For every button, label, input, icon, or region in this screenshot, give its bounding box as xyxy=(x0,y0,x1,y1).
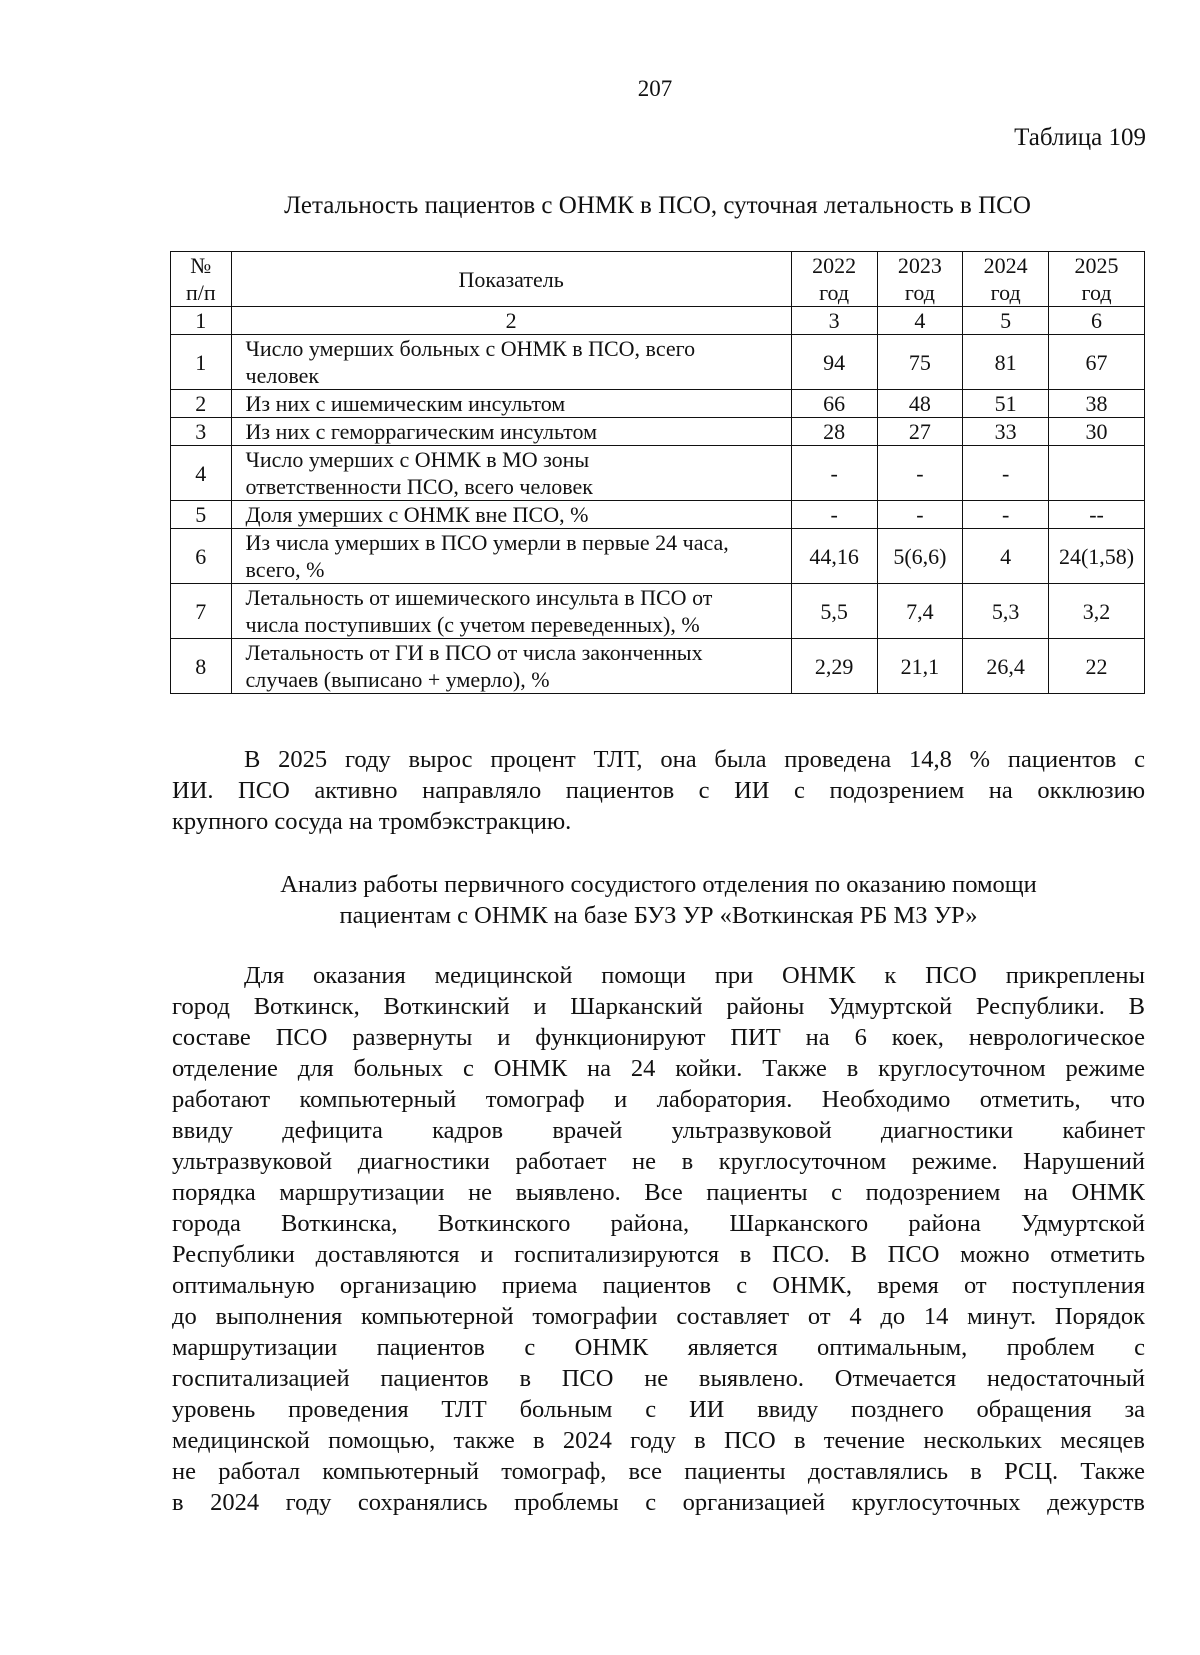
paragraph2-line: порядка маршрутизации не выявлено. Все пациенты с подозрением на ОНМК xyxy=(172,1179,1145,1206)
row-value-text: 81 xyxy=(994,349,1017,375)
column-number-text: 3 xyxy=(828,308,840,333)
section-heading-line: Анализ работы первичного сосудистого отделения по оказанию помощи xyxy=(280,871,1037,898)
header-year xyxy=(791,252,877,307)
paragraph2-line: госпитализацией пациентов в ПСО не выявлено. Отмечается недостаточный xyxy=(172,1365,1145,1392)
row-indicator-text: Число умерших больных с ОНМК в ПСО, всего xyxy=(245,336,696,361)
header-no-text: № xyxy=(190,253,212,278)
header-year-text: 2024 xyxy=(983,253,1028,278)
paragraph2-line: города Воткинска, Воткинского района, Шарканского района Удмуртской xyxy=(172,1210,1145,1237)
paragraph1-line: крупного сосуда на тромбэкстракцию. xyxy=(172,808,572,835)
header-year xyxy=(1049,252,1145,307)
paragraph-pso-analysis xyxy=(172,960,1145,1518)
column-number-text: 5 xyxy=(1000,308,1012,333)
row-value-text: 5,3 xyxy=(991,598,1020,624)
row-indicator-text: Из них с ишемическим инсультом xyxy=(245,391,566,416)
header-no xyxy=(171,252,232,307)
row-value xyxy=(1049,639,1145,694)
row-number-text: 8 xyxy=(195,653,207,679)
row-value-text: 51 xyxy=(994,391,1017,416)
table-row xyxy=(171,529,1145,584)
paragraph2-line: не работал компьютерный томограф, все пациенты доставлялись в РСЦ. Также xyxy=(172,1458,1145,1485)
row-number-text: 4 xyxy=(195,460,207,486)
row-indicator-text: всего, % xyxy=(245,557,325,582)
row-value-text: 28 xyxy=(823,419,846,444)
section-heading-line: пациентам с ОНМК на базе БУЗ УР «Воткинская РБ МЗ УР» xyxy=(339,902,978,929)
row-value xyxy=(791,501,877,529)
row-value xyxy=(1049,335,1145,390)
row-indicator-text: ответственности ПСО, всего человек xyxy=(245,474,593,499)
row-value-text: 67 xyxy=(1085,349,1108,375)
paragraph2-line: отделение для больных с ОНМК на 24 койки. Также в круглосуточном режиме xyxy=(172,1055,1145,1082)
header-year-text: год xyxy=(904,280,935,305)
row-value xyxy=(791,418,877,446)
header-year-text: год xyxy=(1081,280,1112,305)
row-value xyxy=(791,390,877,418)
mortality-table xyxy=(170,251,1145,694)
row-value-text: -- xyxy=(1089,502,1104,527)
row-value xyxy=(1049,584,1145,639)
table-row xyxy=(171,418,1145,446)
row-value xyxy=(963,335,1049,390)
row-value-text: 27 xyxy=(908,419,931,444)
row-value-text: 4 xyxy=(1000,543,1012,569)
table-row xyxy=(171,639,1145,694)
table-row xyxy=(171,390,1145,418)
row-indicator-text: Из них с геморрагическим инсультом xyxy=(245,419,597,444)
row-value xyxy=(963,529,1049,584)
row-value xyxy=(791,529,877,584)
row-value xyxy=(1049,390,1145,418)
row-value-text: 2,29 xyxy=(814,653,854,679)
column-number xyxy=(171,307,232,335)
header-year-text: 2025 xyxy=(1074,253,1119,278)
paragraph-tlt xyxy=(172,744,1145,837)
row-value-text: 75 xyxy=(908,349,931,375)
paragraph2-line: до выполнения компьютерной томографии составляет от 4 до 14 минут. Порядок xyxy=(172,1303,1145,1330)
table-row xyxy=(171,446,1145,501)
header-year-text: 2023 xyxy=(897,253,942,278)
column-number xyxy=(231,307,791,335)
row-value xyxy=(963,584,1049,639)
paragraph2-line: ультразвуковой диагностики работает не в круглосуточном режиме. Нарушений xyxy=(172,1148,1145,1175)
row-value xyxy=(1049,418,1145,446)
row-value-text: 7,4 xyxy=(906,598,934,624)
header-indicator xyxy=(231,252,791,307)
row-indicator-text: числа поступивших (с учетом переведенных), % xyxy=(245,612,700,637)
row-indicator-text: случаев (выписано + умерло), % xyxy=(245,667,550,692)
row-indicator-text: человек xyxy=(245,363,320,388)
row-number-text: 2 xyxy=(195,391,207,416)
row-value-text: 22 xyxy=(1085,653,1108,679)
row-value xyxy=(1049,446,1145,501)
page-number: 207 xyxy=(637,76,673,101)
row-value xyxy=(877,446,963,501)
paragraph2-line: оптимальную организацию приема пациентов с ОНМК, время от поступления xyxy=(172,1272,1145,1299)
paragraph2-line: уровень проведения ТЛТ больным с ИИ ввиду позднего обращения за xyxy=(172,1396,1145,1423)
header-year xyxy=(963,252,1049,307)
row-indicator-text: Из числа умерших в ПСО умерли в первые 24 часа, xyxy=(245,530,729,555)
row-value xyxy=(963,390,1049,418)
row-value-text: 38 xyxy=(1085,391,1108,416)
row-number-text: 5 xyxy=(195,502,207,527)
row-value-text: 5(6,6) xyxy=(893,543,947,569)
row-value xyxy=(791,446,877,501)
row-value-text: - xyxy=(916,502,924,527)
row-value xyxy=(791,639,877,694)
paragraph2-line: медицинской помощью, также в 2024 году в ПСО в течение нескольких месяцев xyxy=(172,1427,1145,1454)
header-indicator-text: Показатель xyxy=(458,266,564,292)
paragraph2-line: работают компьютерный томограф и лаборатория. Необходимо отметить, что xyxy=(172,1086,1145,1113)
row-indicator xyxy=(231,501,791,529)
row-value-text: 94 xyxy=(823,349,846,375)
row-value xyxy=(963,446,1049,501)
table-row xyxy=(171,584,1145,639)
row-value-text: 5,5 xyxy=(820,598,848,624)
row-value-text: 21,1 xyxy=(900,653,940,679)
row-number-text: 6 xyxy=(195,543,207,569)
row-indicator xyxy=(231,446,791,501)
table-title: Летальность пациентов с ОНМК в ПСО, суточная летальность в ПСО xyxy=(284,192,1031,219)
header-year-text: 2022 xyxy=(812,253,857,278)
row-number-text: 3 xyxy=(195,419,207,444)
row-value xyxy=(791,335,877,390)
column-number xyxy=(877,307,963,335)
row-value xyxy=(877,584,963,639)
row-value xyxy=(1049,529,1145,584)
table-header-row xyxy=(171,252,1145,307)
row-value-text: 3,2 xyxy=(1082,598,1111,624)
column-number-text: 6 xyxy=(1091,308,1103,333)
row-indicator-text: Число умерших с ОНМК в МО зоны xyxy=(245,447,590,472)
row-value-text: 30 xyxy=(1085,419,1108,444)
row-indicator xyxy=(231,335,791,390)
row-value-text: 44,16 xyxy=(809,543,859,569)
row-indicator xyxy=(231,584,791,639)
header-year-text: год xyxy=(990,280,1021,305)
paragraph2-line: составе ПСО развернуты и функционируют ПИТ на 6 коек, неврологическое xyxy=(172,1024,1145,1051)
paragraph2-line: в 2024 году сохранялись проблемы с организацией круглосуточных дежурств xyxy=(172,1489,1145,1516)
row-indicator xyxy=(231,529,791,584)
table-row xyxy=(171,335,1145,390)
row-value xyxy=(791,584,877,639)
row-number xyxy=(171,390,232,418)
row-value-text: - xyxy=(916,460,924,486)
row-value-text: 33 xyxy=(994,419,1017,444)
row-value-text: 48 xyxy=(908,391,931,416)
paragraph1-line: В 2025 году вырос процент ТЛТ, она была проведена 14,8 % пациентов с xyxy=(244,746,1145,773)
paragraph1-line: ИИ. ПСО активно направляло пациентов с ИИ с подозрением на окклюзию xyxy=(172,777,1145,804)
paragraph2-line: ввиду дефицита кадров врачей ультразвуковой диагностики кабинет xyxy=(172,1117,1145,1144)
row-number xyxy=(171,335,232,390)
column-number xyxy=(963,307,1049,335)
row-indicator-text: Летальность от ГИ в ПСО от числа законченных xyxy=(245,640,703,665)
row-indicator xyxy=(231,639,791,694)
column-number xyxy=(791,307,877,335)
row-indicator xyxy=(231,418,791,446)
header-no-text: п/п xyxy=(185,280,216,305)
row-number xyxy=(171,418,232,446)
row-value-text: 24(1,58) xyxy=(1058,543,1135,569)
row-number xyxy=(171,446,232,501)
column-number xyxy=(1049,307,1145,335)
row-value-text: - xyxy=(830,502,838,527)
row-value-text: - xyxy=(1002,502,1010,527)
row-value xyxy=(877,390,963,418)
row-value-text: 66 xyxy=(823,391,846,416)
row-number-text: 7 xyxy=(195,598,207,624)
row-value xyxy=(877,529,963,584)
row-value xyxy=(963,418,1049,446)
row-number xyxy=(171,501,232,529)
row-value xyxy=(963,639,1049,694)
row-value-text: - xyxy=(1002,460,1010,486)
row-number xyxy=(171,584,232,639)
row-value-text: 26,4 xyxy=(986,653,1025,679)
row-value xyxy=(877,335,963,390)
paragraph2-line: Для оказания медицинской помощи при ОНМК к ПСО прикреплены xyxy=(244,962,1145,989)
row-number-text: 1 xyxy=(195,349,207,375)
row-value xyxy=(877,501,963,529)
row-value xyxy=(877,418,963,446)
row-indicator-text: Доля умерших с ОНМК вне ПСО, % xyxy=(245,502,589,527)
row-value xyxy=(1049,501,1145,529)
column-number-text: 4 xyxy=(914,308,926,333)
row-value xyxy=(963,501,1049,529)
paragraph2-line: маршрутизации пациентов с ОНМК является оптимальным, проблем с xyxy=(172,1334,1145,1361)
row-indicator-text: Летальность от ишемического инсульта в ПСО от xyxy=(245,585,713,610)
row-value-text: - xyxy=(830,460,838,486)
column-number-text: 1 xyxy=(195,308,207,333)
header-year-text: год xyxy=(819,280,850,305)
paragraph2-line: город Воткинск, Воткинский и Шарканский районы Удмуртской Республики. В xyxy=(172,993,1145,1020)
table-row xyxy=(171,501,1145,529)
table-label: Таблица 109 xyxy=(1014,124,1146,151)
row-number xyxy=(171,529,232,584)
column-number-text: 2 xyxy=(505,308,517,333)
section-heading xyxy=(172,869,1145,931)
row-indicator xyxy=(231,390,791,418)
row-number xyxy=(171,639,232,694)
row-value xyxy=(877,639,963,694)
header-year xyxy=(877,252,963,307)
paragraph2-line: Республики доставляются и госпитализируются в ПСО. В ПСО можно отметить xyxy=(172,1241,1145,1268)
table-numbering-row xyxy=(171,307,1145,335)
